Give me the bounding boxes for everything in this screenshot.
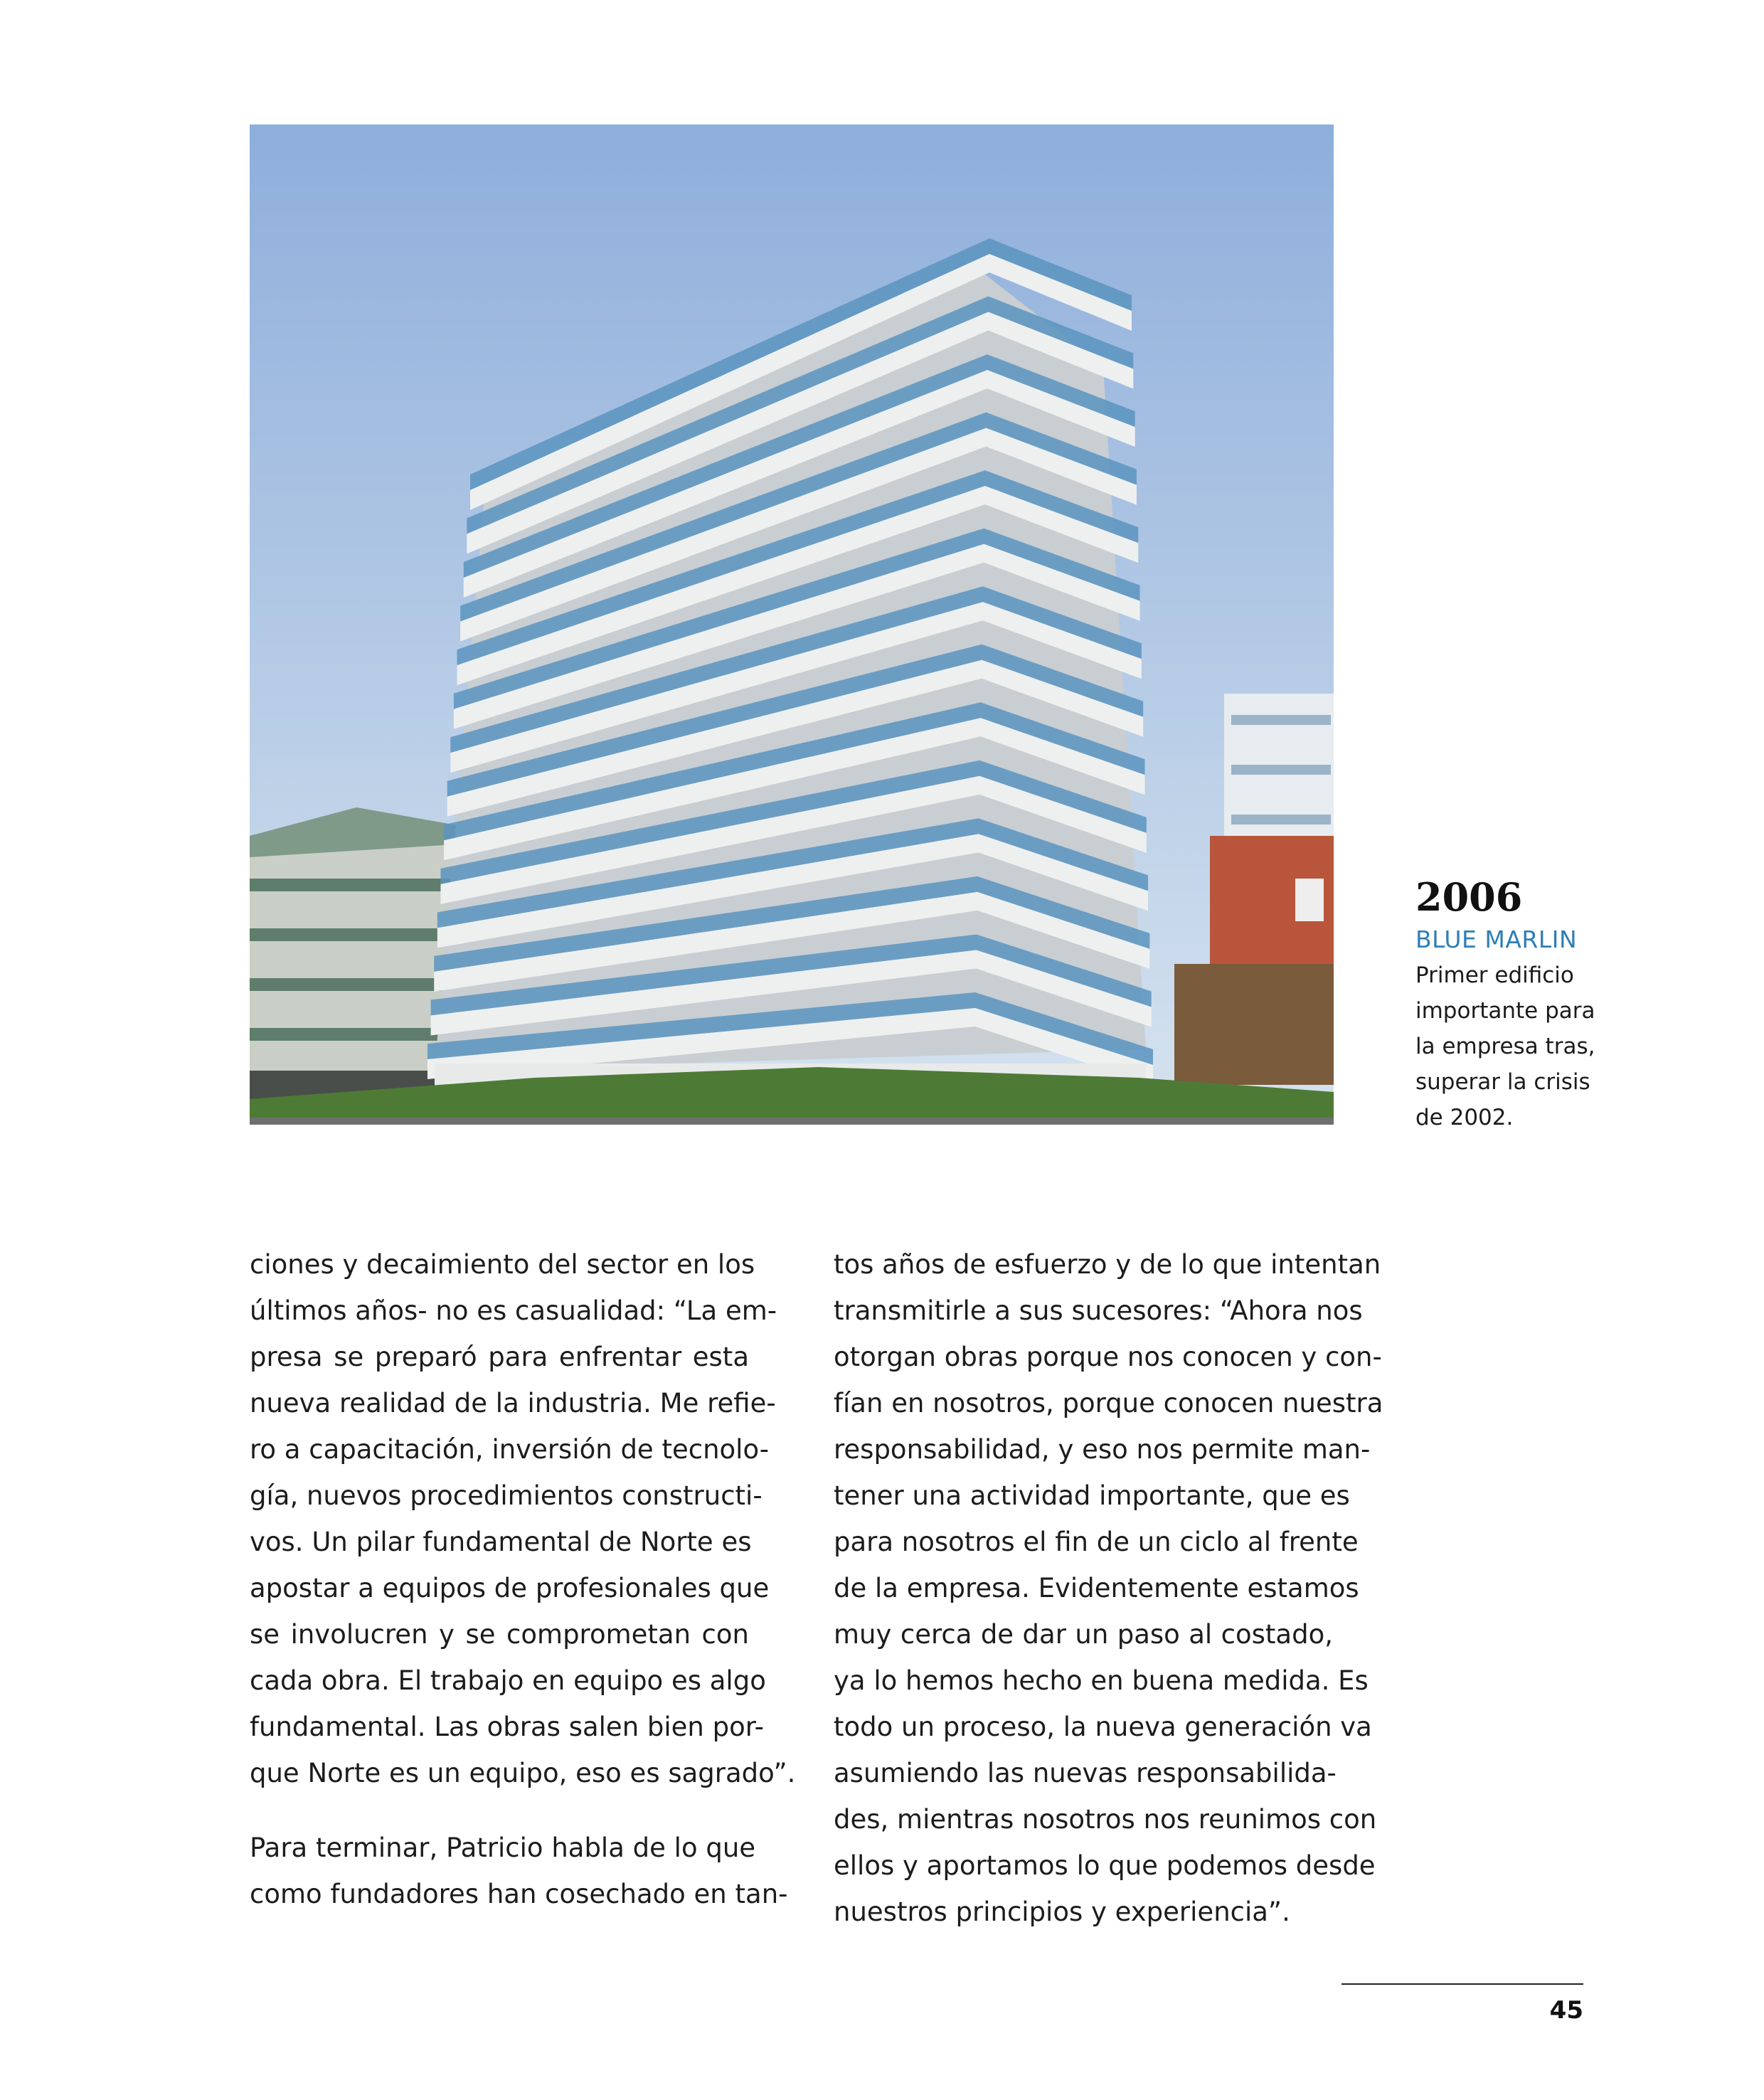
text-line: tos años de esfuerzo y de lo que intentan (834, 1249, 1381, 1280)
caption-description (1415, 958, 1629, 1135)
right-text-column (834, 1241, 1383, 1935)
text-line: ellos y aportamos lo que podemos desde (834, 1850, 1376, 1881)
text-line: apostar a equipos de profesionales que (250, 1573, 770, 1603)
text-line: responsabilidad, y eso nos permite man- (834, 1434, 1371, 1465)
text-line: como fundadores han cosechado en tan- (250, 1879, 788, 1909)
text-line: se involucren y se comprometan con (250, 1619, 749, 1650)
caption-year: 2006 (1415, 874, 1523, 920)
caption-building-name: BLUE MARLIN (1415, 926, 1578, 953)
page-number: 45 (1549, 1996, 1583, 2025)
photo-caption (1415, 872, 1629, 1135)
building-photo (250, 124, 1334, 1125)
text-line: fundamental. Las obras salen bien por- (250, 1712, 764, 1742)
text-line: tener una actividad importante, que es (834, 1480, 1350, 1511)
text-line: ro a capacitación, inversión de tecnolo- (250, 1434, 770, 1465)
text-line: muy cerca de dar un paso al costado, (834, 1619, 1333, 1650)
text-line: des, mientras nosotros nos reunimos con (834, 1804, 1377, 1835)
right-paragraph-1 (834, 1241, 1383, 1935)
text-line: gía, nuevos procedimientos constructi- (250, 1480, 763, 1511)
blue-marlin-building-image (250, 124, 1334, 1125)
caption-line: superar la crisis (1415, 1069, 1590, 1095)
text-line: presa se preparó para enfrentar esta (250, 1342, 749, 1372)
text-line: fían en nosotros, porque conocen nuestra (834, 1388, 1383, 1418)
caption-line: Primer edificio (1415, 962, 1574, 988)
text-line: ciones y decaimiento del sector en los (250, 1249, 755, 1280)
text-line: nuestros principios y experiencia”. (834, 1897, 1290, 1927)
text-line: que Norte es un equipo, eso es sagrado”. (250, 1758, 796, 1788)
caption-line: la empresa tras, (1415, 1034, 1595, 1059)
text-line: nueva realidad de la industria. Me refie- (250, 1388, 776, 1418)
caption-line: importante para (1415, 998, 1595, 1024)
left-paragraph-1 (250, 1241, 796, 1796)
text-line: vos. Un pilar fundamental de Norte es (250, 1527, 752, 1557)
text-line: ya lo hemos hecho en buena medida. Es (834, 1665, 1369, 1696)
left-text-column (250, 1241, 796, 1917)
text-line: últimos años- no es casualidad: “La em- (250, 1295, 777, 1326)
text-line: otorgan obras porque nos conocen y con- (834, 1342, 1382, 1372)
caption-line: de 2002. (1415, 1105, 1514, 1130)
text-line: de la empresa. Evidentemente estamos (834, 1573, 1359, 1603)
left-paragraph-2 (250, 1825, 788, 1917)
text-line: cada obra. El trabajo en equipo es algo (250, 1665, 766, 1696)
footer-rule (1341, 1983, 1583, 1985)
text-line: asumiendo las nuevas responsabilida- (834, 1758, 1337, 1788)
text-line: para nosotros el fin de un ciclo al frente (834, 1527, 1359, 1557)
text-line: todo un proceso, la nueva generación va (834, 1712, 1372, 1742)
text-line: Para terminar, Patricio habla de lo que (250, 1833, 756, 1863)
text-line: transmitirle a sus sucesores: “Ahora nos (834, 1295, 1363, 1326)
